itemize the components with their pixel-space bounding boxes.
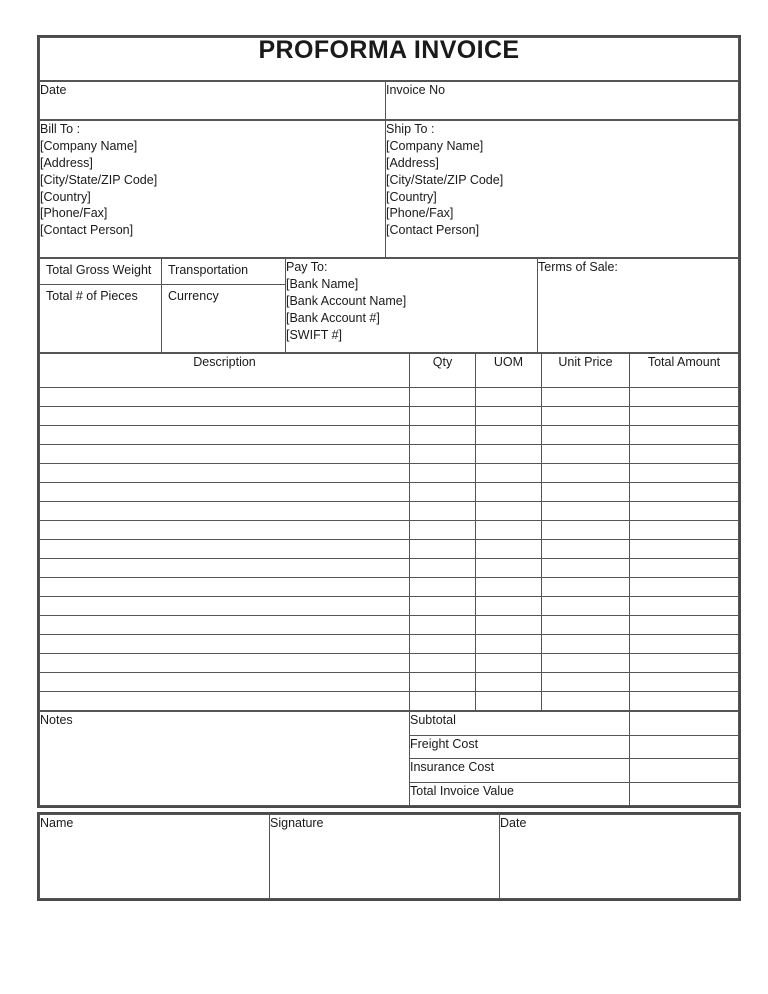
cell-description[interactable] [40, 559, 410, 578]
pay-to-cell[interactable] [286, 259, 538, 353]
bill-to-contact-person: [Contact Person] [40, 223, 134, 238]
totals-body [40, 712, 739, 806]
cell-qty[interactable] [410, 388, 476, 407]
bank-name: [Bank Name] [286, 276, 359, 291]
cell-description[interactable] [40, 426, 410, 445]
cell-unit-price[interactable] [542, 540, 630, 559]
cell-unit-price[interactable] [542, 502, 630, 521]
cell-uom[interactable] [476, 388, 542, 407]
cell-description[interactable] [40, 540, 410, 559]
ship-to-address: [Address] [386, 155, 439, 170]
table-row[interactable] [40, 559, 739, 578]
invoice-no-label: Invoice No [386, 83, 446, 97]
currency-row[interactable] [162, 285, 285, 311]
transport-currency-subtable [162, 259, 285, 310]
cell-uom[interactable] [476, 464, 542, 483]
cell-qty[interactable] [410, 502, 476, 521]
cell-total-amount[interactable] [630, 559, 739, 578]
shipment-info-row [40, 259, 739, 353]
table-row[interactable] [40, 521, 739, 540]
cell-uom[interactable] [476, 597, 542, 616]
cell-description[interactable] [40, 521, 410, 540]
cell-qty[interactable] [410, 483, 476, 502]
currency-label: Currency [162, 285, 285, 311]
notes-label: Notes [40, 713, 73, 727]
cell-description[interactable] [40, 388, 410, 407]
cell-unit-price[interactable] [542, 692, 630, 711]
meta-table [39, 81, 739, 120]
signature-label: Signature [270, 816, 324, 830]
table-row[interactable] [40, 692, 739, 711]
cell-total-amount[interactable] [630, 464, 739, 483]
cell-total-amount[interactable] [630, 426, 739, 445]
terms-of-sale-cell[interactable] [538, 259, 739, 353]
cell-description[interactable] [40, 597, 410, 616]
cell-description[interactable] [40, 673, 410, 692]
gross-weight-label: Total Gross Weight [40, 259, 161, 285]
cell-uom[interactable] [476, 540, 542, 559]
weight-pieces-cell [40, 259, 162, 353]
cell-qty[interactable] [410, 635, 476, 654]
cell-total-amount[interactable] [630, 616, 739, 635]
total-value-total-invoice-value[interactable] [630, 782, 739, 806]
address-table [39, 120, 739, 258]
cell-qty[interactable] [410, 464, 476, 483]
swift-number: [SWIFT #] [286, 327, 343, 342]
cell-total-amount[interactable] [630, 388, 739, 407]
pieces-label: Total # of Pieces [40, 285, 161, 311]
bill-to-cell[interactable] [40, 121, 386, 258]
cell-total-amount[interactable] [630, 635, 739, 654]
cell-uom[interactable] [476, 616, 542, 635]
totals-row [40, 712, 739, 736]
cell-unit-price[interactable] [542, 635, 630, 654]
cell-qty[interactable] [410, 521, 476, 540]
signature-sign-cell[interactable] [270, 815, 500, 899]
cell-qty[interactable] [410, 578, 476, 597]
notes-cell[interactable] [40, 712, 410, 806]
line-items-table [39, 353, 739, 711]
cell-total-amount[interactable] [630, 540, 739, 559]
cell-total-amount[interactable] [630, 578, 739, 597]
column-header-unit-price: Unit Price [542, 354, 630, 388]
cell-unit-price[interactable] [542, 483, 630, 502]
cell-total-amount[interactable] [630, 692, 739, 711]
cell-unit-price[interactable] [542, 559, 630, 578]
cell-qty[interactable] [410, 616, 476, 635]
line-items-body [40, 388, 739, 711]
cell-total-amount[interactable] [630, 521, 739, 540]
column-header-qty: Qty [410, 354, 476, 388]
cell-description[interactable] [40, 635, 410, 654]
cell-qty[interactable] [410, 692, 476, 711]
bill-to-country: [Country] [40, 189, 91, 204]
cell-unit-price[interactable] [542, 578, 630, 597]
bank-account-number: [Bank Account #] [286, 310, 380, 325]
table-row[interactable] [40, 426, 739, 445]
ship-to-company: [Company Name] [386, 138, 484, 153]
table-row[interactable] [40, 445, 739, 464]
ship-to-cell[interactable] [386, 121, 739, 258]
total-label-freight-cost: Freight Cost [410, 735, 630, 759]
table-row[interactable] [40, 502, 739, 521]
total-label-total-invoice-value: Total Invoice Value [410, 782, 630, 806]
bank-account-name: [Bank Account Name] [286, 293, 407, 308]
ship-to-contact-person: [Contact Person] [386, 223, 480, 238]
total-value-freight-cost[interactable] [630, 735, 739, 759]
cell-uom[interactable] [476, 654, 542, 673]
cell-uom[interactable] [476, 578, 542, 597]
title-cell [40, 38, 739, 81]
ship-to-phone-fax: [Phone/Fax] [386, 206, 454, 221]
cell-total-amount[interactable] [630, 407, 739, 426]
bill-to-company: [Company Name] [40, 138, 138, 153]
cell-unit-price[interactable] [542, 616, 630, 635]
column-header-description: Description [40, 354, 410, 388]
signature-name-cell[interactable] [40, 815, 270, 899]
cell-uom[interactable] [476, 502, 542, 521]
notes-totals-table [39, 711, 739, 806]
signature-table [39, 814, 739, 899]
transportation-label: Transportation [162, 259, 285, 285]
weight-pieces-subtable [40, 259, 161, 310]
cell-qty[interactable] [410, 597, 476, 616]
cell-description[interactable] [40, 407, 410, 426]
cell-description[interactable] [40, 464, 410, 483]
cell-total-amount[interactable] [630, 445, 739, 464]
title-row [40, 38, 739, 81]
cell-description[interactable] [40, 692, 410, 711]
cell-uom[interactable] [476, 559, 542, 578]
table-row[interactable] [40, 464, 739, 483]
table-row[interactable] [40, 578, 739, 597]
address-row [40, 121, 739, 258]
total-value-insurance-cost[interactable] [630, 759, 739, 783]
cell-unit-price[interactable] [542, 521, 630, 540]
table-row[interactable] [40, 597, 739, 616]
bill-to-heading: Bill To : [40, 122, 81, 136]
table-row[interactable] [40, 635, 739, 654]
cell-total-amount[interactable] [630, 597, 739, 616]
cell-uom[interactable] [476, 483, 542, 502]
cell-uom[interactable] [476, 407, 542, 426]
bill-to-phone-fax: [Phone/Fax] [40, 206, 108, 221]
terms-of-sale-label: Terms of Sale: [538, 260, 618, 274]
table-row[interactable] [40, 673, 739, 692]
cell-unit-price[interactable] [542, 464, 630, 483]
pay-to-heading: Pay To: [286, 260, 328, 274]
cell-qty[interactable] [410, 445, 476, 464]
cell-qty[interactable] [410, 407, 476, 426]
bill-to-city-state-zip: [City/State/ZIP Code] [40, 172, 158, 187]
cell-uom[interactable] [476, 673, 542, 692]
table-row[interactable] [40, 540, 739, 559]
table-row[interactable] [40, 407, 739, 426]
date-label: Date [40, 83, 67, 97]
signature-block [37, 812, 741, 901]
title-table [39, 37, 739, 81]
gross-weight-row[interactable] [40, 259, 161, 285]
cell-qty[interactable] [410, 426, 476, 445]
cell-uom[interactable] [476, 445, 542, 464]
cell-unit-price[interactable] [542, 388, 630, 407]
table-row[interactable] [40, 388, 739, 407]
meta-row [40, 82, 739, 120]
cell-uom[interactable] [476, 426, 542, 445]
column-header-total-amount: Total Amount [630, 354, 739, 388]
cell-qty[interactable] [410, 559, 476, 578]
cell-total-amount[interactable] [630, 673, 739, 692]
cell-description[interactable] [40, 578, 410, 597]
cell-unit-price[interactable] [542, 597, 630, 616]
cell-unit-price[interactable] [542, 445, 630, 464]
cell-total-amount[interactable] [630, 654, 739, 673]
invoice-main-block [37, 35, 741, 808]
bill-to-address: [Address] [40, 155, 93, 170]
table-row[interactable] [40, 654, 739, 673]
ship-to-heading: Ship To : [386, 122, 435, 136]
invoice-no-field[interactable] [386, 82, 739, 120]
total-value-subtotal[interactable] [630, 712, 739, 736]
cell-description[interactable] [40, 502, 410, 521]
signature-date-label: Date [500, 816, 527, 830]
line-items-header-row [40, 354, 739, 388]
total-label-subtotal: Subtotal [410, 712, 630, 736]
pieces-row[interactable] [40, 285, 161, 311]
cell-qty[interactable] [410, 654, 476, 673]
transport-currency-cell [162, 259, 286, 353]
signature-date-cell[interactable] [500, 815, 739, 899]
table-row[interactable] [40, 616, 739, 635]
cell-description[interactable] [40, 445, 410, 464]
signature-name-label: Name [40, 816, 74, 830]
cell-description[interactable] [40, 483, 410, 502]
shipment-info-table [39, 258, 739, 353]
cell-qty[interactable] [410, 540, 476, 559]
column-header-uom: UOM [476, 354, 542, 388]
cell-description[interactable] [40, 616, 410, 635]
cell-unit-price[interactable] [542, 426, 630, 445]
cell-uom[interactable] [476, 521, 542, 540]
cell-qty[interactable] [410, 673, 476, 692]
cell-uom[interactable] [476, 692, 542, 711]
cell-unit-price[interactable] [542, 654, 630, 673]
cell-unit-price[interactable] [542, 673, 630, 692]
date-field[interactable] [40, 82, 386, 120]
cell-uom[interactable] [476, 635, 542, 654]
table-row[interactable] [40, 483, 739, 502]
cell-unit-price[interactable] [542, 407, 630, 426]
transportation-row[interactable] [162, 259, 285, 285]
signature-row [40, 815, 739, 899]
total-label-insurance-cost: Insurance Cost [410, 759, 630, 783]
ship-to-city-state-zip: [City/State/ZIP Code] [386, 172, 504, 187]
cell-description[interactable] [40, 654, 410, 673]
page-title: PROFORMA INVOICE [258, 36, 520, 64]
ship-to-country: [Country] [386, 189, 437, 204]
cell-total-amount[interactable] [630, 502, 739, 521]
cell-total-amount[interactable] [630, 483, 739, 502]
